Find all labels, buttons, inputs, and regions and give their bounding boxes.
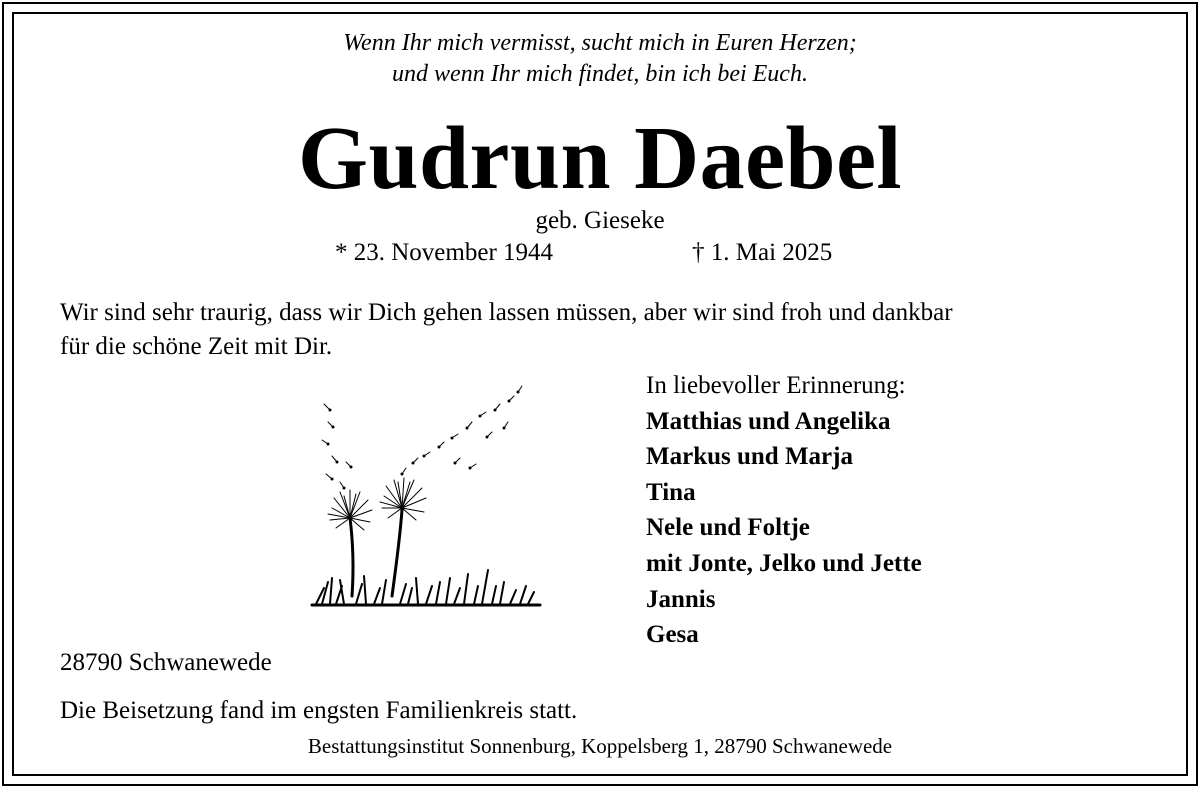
mourner-name: Gesa: [646, 621, 699, 649]
farewell-message-line-1: Wir sind sehr traurig, dass wir Dich gehen lassen müssen, aber wir sind froh und dankbar: [60, 299, 953, 326]
dandelion-icon: [310, 382, 542, 608]
deceased-name: Gudrun Daebel: [297, 109, 903, 208]
farewell-message-line-2: für die schöne Zeit mit Dir.: [60, 333, 333, 360]
mourners-list: [646, 368, 922, 653]
motto-line-1: Wenn Ihr mich vermisst, sucht mich in Euren Herzen;: [343, 30, 857, 56]
mourners-intro: In liebevoller Erinnerung:: [646, 372, 906, 399]
maiden-name: geb. Gieseke: [535, 207, 665, 234]
death-date: † 1. Mai 2025: [692, 239, 833, 266]
mourner-name: Jannis: [646, 585, 716, 613]
mourner-name: Matthias und Angelika: [646, 407, 891, 435]
mourner-name: Markus und Marja: [646, 443, 853, 471]
mourner-name: mit Jonte, Jelko und Jette: [646, 549, 922, 577]
undertaker-line: Bestattungsinstitut Sonnenburg, Koppelsberg 1, 28790 Schwanewede: [307, 734, 893, 758]
burial-note: Die Beisetzung fand im engsten Familienkreis statt.: [60, 697, 578, 724]
mourner-name: Nele und Foltje: [646, 514, 810, 542]
location-text: 28790 Schwanewede: [60, 649, 272, 676]
mourner-name: Tina: [646, 478, 696, 506]
motto-line-2: und wenn Ihr mich findet, bin ich bei Euch.: [392, 61, 808, 87]
birth-date: * 23. November 1944: [335, 239, 554, 266]
farewell-message: [60, 296, 1160, 364]
